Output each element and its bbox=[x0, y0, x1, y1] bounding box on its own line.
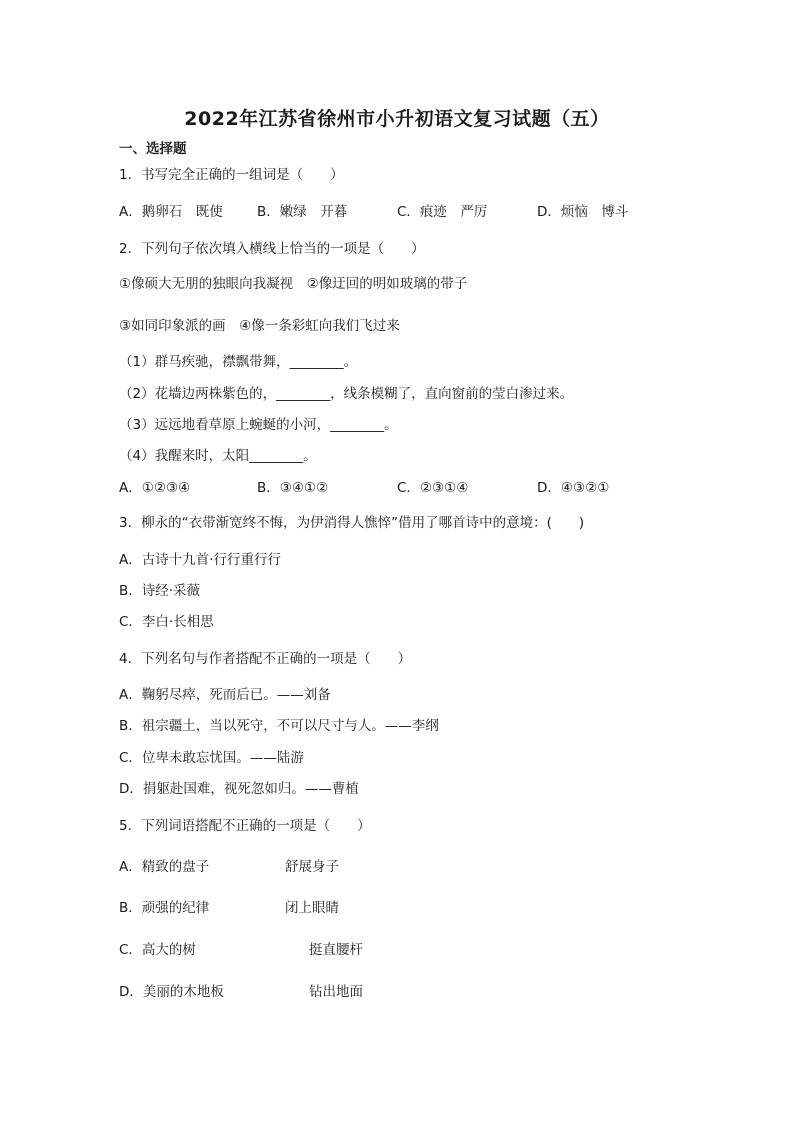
q4-option-d: D．捐躯赴国难，视死忽如归。——曹植 bbox=[119, 781, 359, 797]
q3-stem: 3．柳永的“衣带渐宽终不悔，为伊消得人憔悴”借用了哪首诗中的意境：( ) bbox=[119, 515, 585, 531]
q2-info-line-2: ③如同印象派的画 ④像一条彩虹向我们飞过来 bbox=[119, 318, 400, 334]
q2-option-c: C．②③①④ bbox=[397, 480, 469, 496]
q5-option-c-left: C．高大的树 bbox=[119, 942, 196, 958]
q5-option-c-right: 挺直腰杆 bbox=[309, 942, 363, 958]
q2-sentence-3: （3）远远地看草原上蜿蜒的小河，________。 bbox=[119, 417, 398, 433]
q4-option-c: C．位卑未敢忘忧国。——陆游 bbox=[119, 750, 304, 766]
q1-stem: 1．书写完全正确的一组词是（ ） bbox=[119, 167, 344, 183]
q2-sentence-1: （1）群马疾驰，襟飘带舞，________。 bbox=[119, 354, 358, 370]
section-heading: 一、选择题 bbox=[119, 141, 187, 157]
q5-option-d-left: D．美丽的木地板 bbox=[119, 984, 224, 1000]
q1-option-c: C．痕迹 严厉 bbox=[397, 204, 488, 220]
q3-option-c: C．李白·长相思 bbox=[119, 614, 214, 630]
page-title: 2022年江苏省徐州市小升初语文复习试题（五） bbox=[184, 108, 610, 130]
q2-info-line-1: ①像硕大无朋的独眼向我凝视 ②像迂回的明如玻璃的带子 bbox=[119, 276, 468, 292]
q4-stem: 4．下列名句与作者搭配不正确的一项是（ ） bbox=[119, 651, 412, 667]
q1-option-a: A．鹅卵石 既使 bbox=[119, 204, 223, 220]
q5-option-b-right: 闭上眼睛 bbox=[285, 900, 339, 916]
q5-option-a-right: 舒展身子 bbox=[285, 859, 339, 875]
q5-option-a-left: A．精致的盘子 bbox=[119, 859, 210, 875]
q4-option-b: B．祖宗疆土，当以死守，不可以尺寸与人。——李纲 bbox=[119, 718, 439, 734]
q2-option-d: D．④③②① bbox=[537, 480, 610, 496]
q2-sentence-4: （4）我醒来时，太阳________。 bbox=[119, 448, 317, 464]
q2-option-b: B．③④①② bbox=[257, 480, 329, 496]
q3-option-b: B．诗经·采薇 bbox=[119, 583, 201, 599]
q2-stem: 2．下列句子依次填入横线上恰当的一项是（ ） bbox=[119, 241, 425, 257]
q2-sentence-2: （2）花墙边两株紫色的，________，线条模糊了，直向窗前的莹白渗过来。 bbox=[119, 386, 574, 402]
q4-option-a: A．鞠躬尽瘁，死而后已。——刘备 bbox=[119, 687, 331, 703]
q2-option-a: A．①②③④ bbox=[119, 480, 191, 496]
q3-option-a: A．古诗十九首·行行重行行 bbox=[119, 552, 282, 568]
q5-stem: 5．下列词语搭配不正确的一项是（ ） bbox=[119, 818, 371, 834]
q1-option-d: D．烦恼 博斗 bbox=[537, 204, 629, 220]
q1-option-b: B．嫩绿 开暮 bbox=[257, 204, 348, 220]
q5-option-b-left: B．顽强的纪律 bbox=[119, 900, 210, 916]
q5-option-d-right: 钻出地面 bbox=[309, 984, 363, 1000]
